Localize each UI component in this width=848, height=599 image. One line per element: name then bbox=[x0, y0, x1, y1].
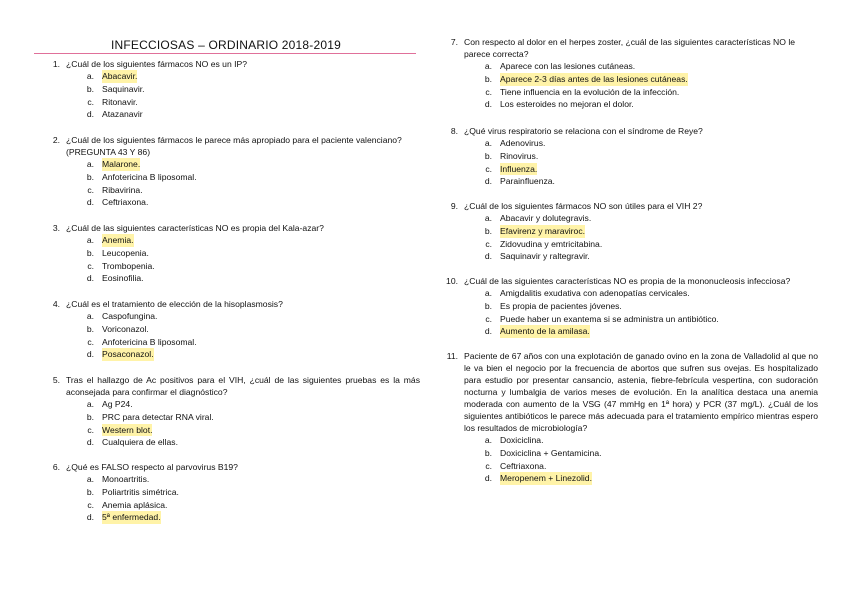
option-letter: d. bbox=[484, 251, 492, 262]
question-text: ¿Cuál de las siguientes características NO es propia del Kala-azar? bbox=[66, 223, 324, 233]
option-text: Voriconazol. bbox=[102, 323, 149, 334]
option-letter: d. bbox=[86, 437, 94, 448]
question-text: ¿Cuál de los siguientes fármacos NO son útiles para el VIH 2? bbox=[464, 201, 703, 211]
option-letter: d. bbox=[484, 176, 492, 187]
option-text: Atazanavir bbox=[102, 109, 143, 120]
option-letter: d. bbox=[86, 512, 94, 523]
option-text: Cualquiera de ellas. bbox=[102, 437, 178, 448]
option-b bbox=[438, 73, 818, 86]
option-letter: c. bbox=[87, 336, 94, 347]
option-letter: c. bbox=[87, 96, 94, 107]
option-c bbox=[40, 424, 420, 437]
option-b bbox=[438, 150, 818, 163]
option-letter: a. bbox=[484, 435, 492, 445]
option-letter: a. bbox=[86, 159, 94, 169]
option-a bbox=[438, 212, 818, 225]
option-letter: a. bbox=[86, 474, 94, 484]
option-text: Ritonavir. bbox=[102, 96, 138, 107]
question-number: 4. bbox=[52, 299, 60, 309]
option-d bbox=[40, 348, 420, 361]
question-number: 11. bbox=[446, 351, 458, 361]
option-b bbox=[40, 411, 420, 424]
option-text: Anfotericina B liposomal. bbox=[102, 171, 197, 182]
option-letter: a. bbox=[86, 235, 94, 245]
option-c bbox=[438, 313, 818, 326]
option-text: Eosinofilia. bbox=[102, 273, 144, 284]
question-number: 10. bbox=[446, 276, 458, 286]
option-text-answer: Malarone. bbox=[102, 159, 141, 169]
option-letter: b. bbox=[484, 447, 492, 458]
option-text: Saquinavir. bbox=[102, 83, 145, 94]
option-text: Puede haber un exantema si se administra un antibiótico. bbox=[500, 313, 719, 324]
option-c bbox=[438, 86, 818, 99]
option-c bbox=[40, 336, 420, 349]
option-a bbox=[40, 70, 420, 83]
option-c bbox=[438, 460, 818, 473]
option-text: Leucopenia. bbox=[102, 247, 149, 258]
question-text: ¿Cuál de las siguientes características NO es propia de la mononucleosis infecciosa? bbox=[464, 276, 791, 286]
option-d bbox=[438, 250, 818, 263]
option-letter: c. bbox=[87, 184, 94, 195]
option-c bbox=[40, 96, 420, 109]
option-d bbox=[40, 272, 420, 285]
option-letter: d. bbox=[484, 99, 492, 110]
question-text: Tras el hallazgo de Ac positivos para el VIH, ¿cuál de las siguientes pruebas es la más aconsejada para confirmar el diagnóstico? bbox=[66, 375, 420, 397]
option-b bbox=[40, 323, 420, 336]
option-d bbox=[40, 511, 420, 524]
option-a bbox=[40, 234, 420, 247]
option-text: Es propia de pacientes jóvenes. bbox=[500, 300, 622, 311]
option-letter: b. bbox=[484, 150, 492, 161]
question-number: 7. bbox=[450, 37, 458, 47]
option-letter: c. bbox=[485, 238, 492, 249]
question-number: 2. bbox=[52, 135, 60, 145]
option-letter: c. bbox=[87, 260, 94, 271]
question-text: Paciente de 67 años con una explotación de ganado ovino en la zona de Valladolid al que no le va bien el negocio por la frecuencia de abortos que sufren sus ovejas. Es hospitalizado para estudio por presentar cansancio, astenia, fiebre-febrícula vespertina, con sudoración nocturna y lumbalgia de varios meses de evolución. En la analítica destaca una anemia moderada con aumento de la VSG (47 mmHg en 1ª hora) y PCR (37 mg/L). ¿Cuál de los siguientes antibióticos le parece más adecuada para el tratamiento empírico mientras espero los resultados de microbiología? bbox=[464, 351, 818, 433]
option-b bbox=[40, 171, 420, 184]
question-2 bbox=[40, 134, 420, 209]
option-text: Aparece con las lesiones cutáneas. bbox=[500, 61, 636, 71]
option-letter: d. bbox=[86, 197, 94, 208]
question-text: ¿Cuál de los siguientes fármacos NO es un IP? bbox=[66, 59, 248, 69]
option-text: Ceftriaxona. bbox=[500, 460, 547, 471]
option-text-answer: Posaconazol. bbox=[102, 349, 154, 360]
option-letter: b. bbox=[86, 247, 94, 258]
option-text: Zidovudina y emtricitabina. bbox=[500, 238, 603, 249]
option-letter: d. bbox=[86, 109, 94, 120]
option-text: Anemia aplásica. bbox=[102, 499, 168, 510]
option-text-answer: Anemia. bbox=[102, 235, 134, 245]
question-10 bbox=[438, 275, 818, 338]
option-text: Adenovirus. bbox=[500, 138, 546, 148]
option-letter: c. bbox=[485, 460, 492, 471]
option-b bbox=[438, 300, 818, 313]
option-text: Saquinavir y raltegravir. bbox=[500, 251, 590, 262]
option-letter: b. bbox=[86, 83, 94, 94]
option-letter: b. bbox=[484, 225, 492, 236]
option-letter: b. bbox=[484, 73, 492, 84]
option-letter: d. bbox=[86, 273, 94, 284]
option-letter: b. bbox=[484, 300, 492, 311]
option-letter: a. bbox=[484, 288, 492, 298]
option-c bbox=[438, 238, 818, 251]
option-text-answer: 5ª enfermedad. bbox=[102, 512, 161, 523]
option-a bbox=[438, 137, 818, 150]
option-b bbox=[40, 83, 420, 96]
option-text: Abacavir y dolutegravis. bbox=[500, 213, 592, 223]
option-b bbox=[40, 247, 420, 260]
option-c bbox=[40, 499, 420, 512]
option-text: Monoartritis. bbox=[102, 474, 150, 484]
option-letter: d. bbox=[484, 326, 492, 337]
question-3 bbox=[40, 222, 420, 285]
option-letter: b. bbox=[86, 171, 94, 182]
option-text: Ribavirina. bbox=[102, 184, 143, 195]
title-underline bbox=[34, 53, 416, 54]
option-letter: b. bbox=[86, 323, 94, 334]
option-d bbox=[438, 325, 818, 338]
question-text: ¿Cuál es el tratamiento de elección de la hisoplasmosis? bbox=[66, 299, 283, 309]
option-letter: a. bbox=[484, 61, 492, 71]
option-d bbox=[438, 472, 818, 485]
option-text-answer: Efavirenz y maraviroc. bbox=[500, 225, 586, 236]
option-b bbox=[438, 225, 818, 238]
option-letter: c. bbox=[485, 163, 492, 174]
option-letter: c. bbox=[485, 313, 492, 324]
option-letter: c. bbox=[485, 86, 492, 97]
option-text: Amigdalitis exudativa con adenopatías cervicales. bbox=[500, 288, 690, 298]
question-number: 5. bbox=[52, 375, 60, 385]
option-text-answer: Abacavir. bbox=[102, 71, 138, 81]
option-text: Ag P24. bbox=[102, 399, 133, 409]
option-text-answer: Western blot. bbox=[102, 424, 153, 435]
option-text: Parainfluenza. bbox=[500, 176, 555, 187]
option-letter: c. bbox=[87, 424, 94, 435]
option-text: Ceftriaxona. bbox=[102, 197, 149, 208]
option-text: Doxiciclina + Gentamicina. bbox=[500, 447, 602, 458]
option-text: PRC para detectar RNA viral. bbox=[102, 411, 214, 422]
option-b bbox=[438, 447, 818, 460]
option-text: Trombopenia. bbox=[102, 260, 155, 271]
option-text: Anfotericina B liposomal. bbox=[102, 336, 197, 347]
option-text-answer: Aumento de la amilasa. bbox=[500, 326, 590, 337]
option-text: Los esteroides no mejoran el dolor. bbox=[500, 99, 634, 110]
option-letter: b. bbox=[86, 411, 94, 422]
question-9 bbox=[438, 200, 818, 263]
page-title: INFECCIOSAS – ORDINARIO 2018-2019 bbox=[110, 38, 341, 52]
option-a bbox=[40, 398, 420, 411]
option-text-answer: Influenza. bbox=[500, 163, 538, 174]
question-number: 9. bbox=[450, 201, 458, 211]
question-number: 1. bbox=[52, 59, 60, 69]
option-text-answer: Meropenem + Linezolid. bbox=[500, 473, 592, 484]
option-text: Rinovirus. bbox=[500, 150, 539, 161]
option-d bbox=[40, 108, 420, 121]
option-letter: d. bbox=[484, 473, 492, 484]
option-c bbox=[438, 163, 818, 176]
option-a bbox=[438, 287, 818, 300]
option-a bbox=[40, 310, 420, 323]
option-c bbox=[40, 260, 420, 273]
question-number: 6. bbox=[52, 462, 60, 472]
option-letter: b. bbox=[86, 486, 94, 497]
option-d bbox=[438, 98, 818, 111]
option-d bbox=[438, 175, 818, 188]
option-a bbox=[438, 434, 818, 447]
question-number: 3. bbox=[52, 223, 60, 233]
option-text: Poliartritis simétrica. bbox=[102, 486, 179, 497]
option-a bbox=[40, 158, 420, 171]
question-text: Con respecto al dolor en el herpes zoster, ¿cuál de las siguientes características NO le parece correcta? bbox=[464, 37, 796, 59]
option-d bbox=[40, 196, 420, 209]
option-text: Tiene influencia en la evolución de la infección. bbox=[500, 86, 680, 97]
question-8 bbox=[438, 125, 818, 188]
option-a bbox=[40, 473, 420, 486]
option-a bbox=[438, 60, 818, 73]
option-letter: a. bbox=[86, 399, 94, 409]
question-11 bbox=[438, 350, 818, 485]
option-text-answer: Aparece 2-3 días antes de las lesiones cutáneas. bbox=[500, 73, 688, 84]
option-b bbox=[40, 486, 420, 499]
question-4 bbox=[40, 298, 420, 361]
option-letter: a. bbox=[86, 311, 94, 321]
option-text: Caspofungina. bbox=[102, 311, 158, 321]
option-letter: a. bbox=[484, 213, 492, 223]
question-number: 8. bbox=[450, 126, 458, 136]
option-c bbox=[40, 184, 420, 197]
question-6 bbox=[40, 461, 420, 524]
question-text: ¿Qué es FALSO respecto al parvovirus B19? bbox=[66, 462, 238, 472]
option-letter: a. bbox=[484, 138, 492, 148]
question-7 bbox=[438, 36, 818, 111]
option-text: Doxiciclina. bbox=[500, 435, 544, 445]
option-d bbox=[40, 436, 420, 449]
option-letter: c. bbox=[87, 499, 94, 510]
question-5 bbox=[40, 374, 420, 449]
question-text: ¿Qué virus respiratorio se relaciona con el síndrome de Reye? bbox=[464, 126, 703, 136]
question-1 bbox=[40, 58, 420, 121]
question-text: ¿Cuál de los siguientes fármacos le parece más apropiado para el paciente valenciano? (PREGUNTA 43 Y 86) bbox=[66, 135, 402, 157]
option-letter: d. bbox=[86, 349, 94, 360]
option-letter: a. bbox=[86, 71, 94, 81]
